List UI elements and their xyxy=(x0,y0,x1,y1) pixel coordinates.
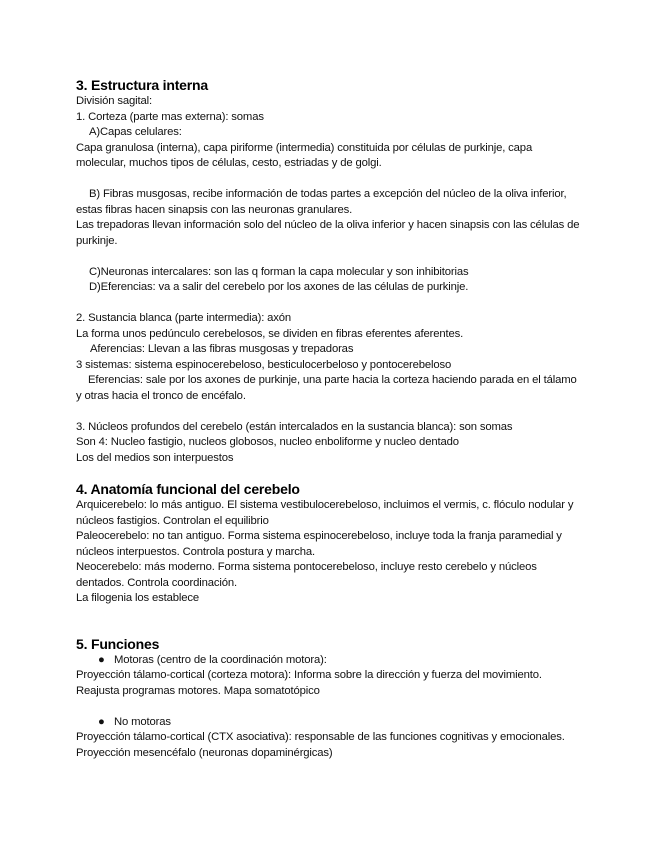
spacer xyxy=(76,249,580,265)
paragraph: 3 sistemas: sistema espinocerebeloso, besticulocerbeloso y pontocerebeloso xyxy=(76,358,452,371)
spacer xyxy=(76,466,580,480)
spacer xyxy=(76,404,580,420)
paragraph: Proyección tálamo-cortical (CTX asociativa): responsable de las funciones cognitivas y emocionales. Proyección mesencéfalo (neuronas dopaminérgicas) xyxy=(76,731,565,759)
paragraph: C)Neuronas intercalares: son las q forman la capa molecular y son inhibitorias xyxy=(89,265,469,278)
bullet-text: Motoras (centro de la coordinación motora): xyxy=(114,653,327,666)
paragraph: 1. Corteza (parte mas externa): somas xyxy=(76,110,264,123)
section-5-heading: 5. Funciones xyxy=(76,635,160,652)
spacer xyxy=(76,607,580,635)
paragraph: Los del medios son interpuestos xyxy=(76,451,234,464)
bullet-icon: ● xyxy=(98,653,105,666)
paragraph: Son 4: Nucleo fastigio, nucleos globosos, nucleo enboliforme y nucleo dentado xyxy=(76,436,459,448)
paragraph: La filogenia los establece xyxy=(76,592,199,604)
paragraph xyxy=(76,373,580,404)
section-3-heading: 3. Estructura interna xyxy=(76,77,208,93)
bullet-text: No motoras xyxy=(114,715,171,728)
paragraph: D)Eferencias: va a salir del cerebelo por los axones de las células de purkinje. xyxy=(89,281,469,293)
paragraph: Las trepadoras llevan información solo del núcleo de la oliva inferior y hacen sinapsis con las células de purkinje. xyxy=(76,219,580,247)
paragraph: 2. Sustancia blanca (parte intermedia): axón xyxy=(76,312,292,324)
spacer xyxy=(76,172,580,188)
paragraph: Proyección tálamo-cortical (corteza motora): Informa sobre la dirección y fuerza del movimiento. Reajusta programas motores. Mapa somatotópico xyxy=(76,669,542,697)
bullet-item xyxy=(76,653,580,669)
paragraph: A)Capas celulares: xyxy=(89,126,182,138)
spacer xyxy=(76,699,580,715)
paragraph: Aferencias: Llevan a las fibras musgosas y trepadoras xyxy=(90,343,354,355)
paragraph: Paleocerebelo: no tan antiguo. Forma sistema espinocerebeloso, incluye toda la franja paramedial y núcleos interpuestos. Controla postura y marcha. xyxy=(76,530,562,558)
paragraph-text: B) Fibras musgosas, recibe información de todas partes a excepción del núcleo de la oliva inferior, estas fibras hacen sinapsis con las neuronas granulares. xyxy=(76,188,567,216)
paragraph: Arquicerebelo: lo más antiguo. El sistema vestibulocerebeloso, incluimos el vermis, c. flóculo nodular y núcleos fastigios. Controlan el equilibrio xyxy=(76,499,574,527)
paragraph: Capa granulosa (interna), capa piriforme (intermedia) constituida por células de purkinje, capa molecular, muchos tipos de células, cesto, estriadas y de golgi. xyxy=(76,141,533,169)
paragraph: División sagital: xyxy=(76,95,152,107)
spacer xyxy=(76,296,580,312)
paragraph: 3. Núcleos profundos del cerebelo (están intercalados en la sustancia blanca): son somas xyxy=(76,420,513,433)
paragraph-text: Eferencias: sale por los axones de purkinje, una parte hacia la corteza haciendo parada en el tálamo y otras hacia el tronco de encéfalo. xyxy=(76,374,577,402)
paragraph: La forma unos pedúnculo cerebelosos, se dividen en fibras eferentes aferentes. xyxy=(76,327,464,340)
section-4-heading: 4. Anatomía funcional del cerebelo xyxy=(76,481,300,497)
paragraph: Neocerebelo: más moderno. Forma sistema pontocerebeloso, incluye resto cerebelo y núcleos dentados. Controla coordinación. xyxy=(76,561,537,589)
bullet-item xyxy=(76,715,580,731)
paragraph xyxy=(76,187,580,218)
bullet-icon: ● xyxy=(98,715,105,728)
document-page xyxy=(76,76,580,761)
